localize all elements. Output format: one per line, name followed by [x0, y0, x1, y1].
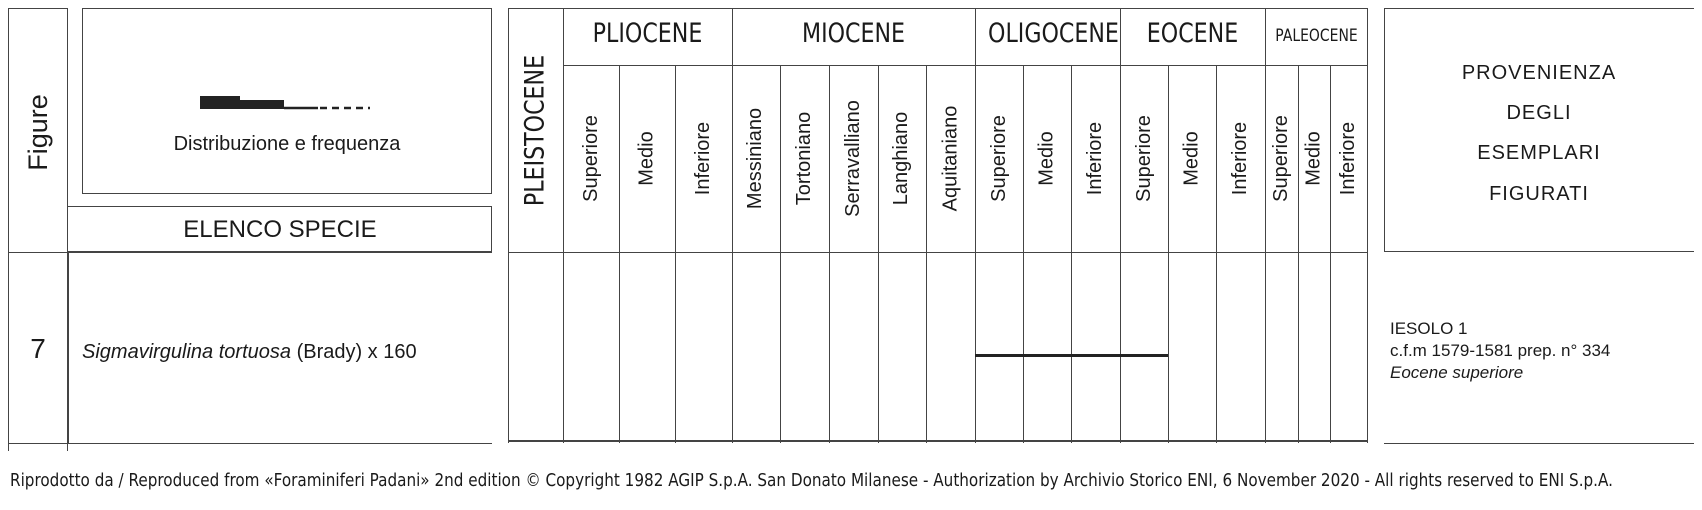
sub-label: Medio: [635, 131, 658, 186]
provenance-title-line-3: ESEMPLARI: [1477, 142, 1601, 164]
sub-pliocene-inferiore: [675, 65, 732, 252]
species-list-title: ELENCO SPECIE: [183, 216, 377, 243]
species-name: Sigmavirgulina tortuosa: [82, 341, 291, 363]
provenance-header-box: [1384, 8, 1694, 252]
sub-paleocene-inferiore: [1330, 65, 1368, 252]
provenance-bottom-line: [1384, 443, 1694, 444]
epoch-eocene: EOCENE: [1146, 18, 1239, 49]
provenance-sample: c.f.m 1579-1581 prep. n° 334: [1390, 341, 1611, 360]
sub-label: Medio: [1180, 131, 1203, 186]
grid-bottom-line: [508, 440, 1368, 442]
sub-label: Superiore: [1132, 115, 1155, 202]
epoch-miocene: MIOCENE: [801, 18, 906, 49]
sub-miocene-serravalliano: [829, 65, 878, 252]
header-row-divider: [8, 252, 492, 253]
sub-label: Tortoniano: [793, 111, 815, 206]
sub-paleocene-medio: [1298, 65, 1330, 252]
epoch-paleocene: PALEOCENE: [1275, 26, 1358, 46]
legend-caption: Distribuzione e frequenza: [173, 133, 401, 155]
sub-label: Serravalliano: [842, 100, 865, 217]
pleistocene-label: PLEISTOCENE: [520, 54, 551, 206]
sub-label: Inferiore: [1084, 121, 1106, 196]
legend-bar-common: [240, 100, 284, 109]
sub-pliocene-superiore: [563, 65, 619, 252]
provenance-locality: IESOLO 1: [1390, 319, 1468, 338]
sub-eocene-inferiore: [1216, 65, 1265, 252]
species-author: (Brady) x 160: [296, 341, 417, 363]
figure-header-label: Figure: [22, 93, 53, 171]
epoch-oligocene: OLIGOCENE: [988, 18, 1119, 49]
provenance-title-line-2: DEGLI: [1506, 102, 1572, 124]
sub-miocene-aquitaniano: [926, 65, 975, 252]
row-bottom-divider: [8, 443, 492, 444]
figure-number: 7: [30, 333, 46, 364]
sub-paleocene-superiore: [1265, 65, 1298, 252]
sub-oligocene-medio: [1023, 65, 1071, 252]
sub-miocene-langhiano: [878, 65, 926, 252]
sub-label: Messiniano: [744, 107, 767, 210]
sub-label: Langhiano: [890, 111, 913, 206]
sub-label: Superiore: [579, 115, 602, 202]
copyright-footer: Riprodotto da / Reproduced from «Foraminiferi Padani» 2nd edition © Copyright 1982 AGIP S.p.A. San Donato Milanese - Authorization by Archivio Storico ENI, 6 November 2020 - All rights reserved to ENI S.p.A.: [10, 470, 1613, 491]
sub-label: Aquitaniano: [939, 105, 961, 212]
sub-oligocene-superiore: [975, 65, 1023, 252]
sub-label: Inferiore: [692, 121, 714, 196]
sub-label: Superiore: [1270, 115, 1292, 202]
species-entry: [82, 341, 417, 364]
figure-header: [8, 8, 68, 256]
sub-label: Superiore: [987, 115, 1010, 202]
provenance-age: [1390, 362, 1523, 384]
provenance-title-line-1: PROVENIENZA: [1461, 62, 1617, 84]
provenance-title-line-4: FIGURATI: [1489, 183, 1589, 205]
figure-column-divider: [68, 252, 69, 443]
grid-header-divider: [508, 252, 1368, 253]
sub-miocene-messiniano: [732, 65, 780, 252]
sub-oligocene-inferiore: [1071, 65, 1120, 252]
sub-pliocene-medio: [619, 65, 675, 252]
sub-miocene-tortoniano: [780, 65, 829, 252]
species-range-line: [975, 354, 1168, 357]
sub-eocene-superiore: [1120, 65, 1168, 252]
frequency-legend-graphic: [200, 94, 372, 114]
legend-bar-frequent: [200, 96, 240, 109]
epoch-pliocene: PLIOCENE: [592, 18, 703, 49]
sub-label: Inferiore: [1337, 121, 1360, 196]
sub-eocene-medio: [1168, 65, 1216, 252]
sub-label: Medio: [1302, 131, 1325, 186]
provenance-age-text: Eocene superiore: [1390, 363, 1524, 382]
sub-label: Inferiore: [1229, 121, 1251, 196]
pleistocene-header: [508, 8, 563, 252]
sub-label: Medio: [1035, 131, 1058, 186]
